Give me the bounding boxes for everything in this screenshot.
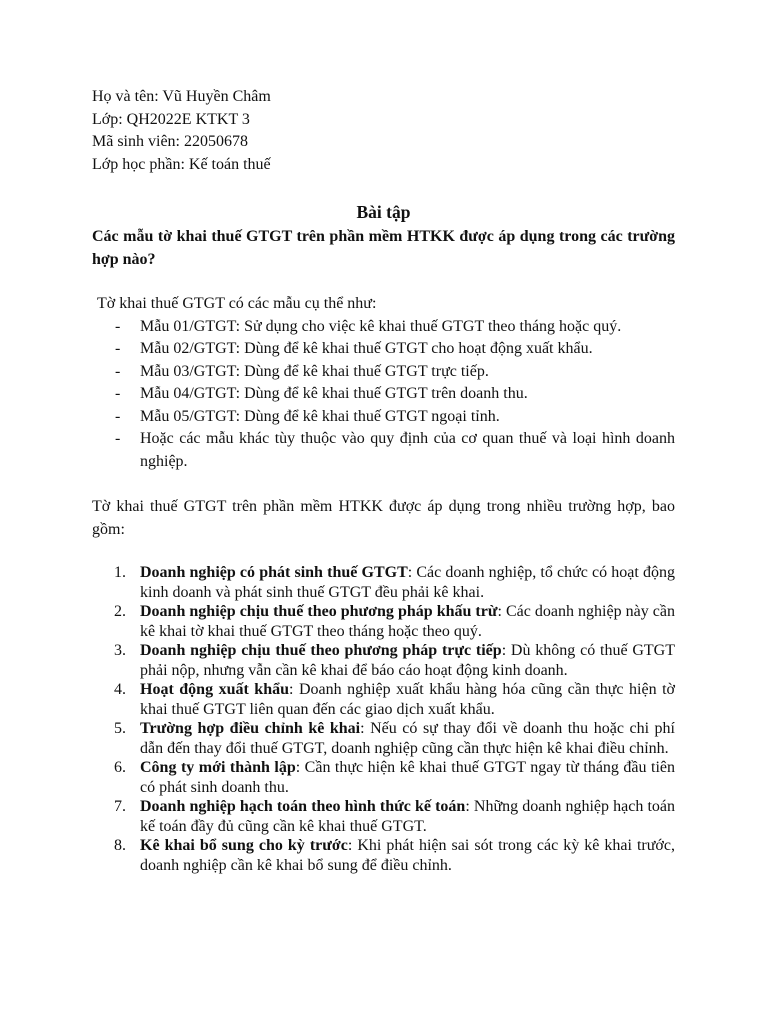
forms-intro: Tờ khai thuế GTGT có các mẫu cụ thể như: — [97, 295, 377, 312]
list-item — [92, 361, 675, 384]
list-number: 1. — [114, 564, 126, 581]
list-item — [92, 406, 675, 429]
case-text: : Các doanh nghiệp, tổ chức có hoạt động kinh doanh và phát sinh thuế GTGT đều phải kê khai. — [140, 564, 676, 601]
forms-list — [92, 316, 675, 474]
course-name: Lớp học phần: Kế toán thuế — [92, 155, 271, 173]
case-text: : Dù không có thuế GTGT phải nộp, nhưng vẫn cần kê khai để báo cáo hoạt động kinh doanh. — [140, 642, 676, 679]
list-item-text: Mẫu 02/GTGT: Dùng để kê khai thuế GTGT cho hoạt động xuất khẩu. — [140, 340, 593, 357]
list-item — [92, 641, 675, 680]
question-heading: Các mẫu tờ khai thuế GTGT trên phần mềm HTKK được áp dụng trong các trường hợp nào? — [92, 228, 675, 268]
list-item-text: Mẫu 03/GTGT: Dùng để kê khai thuế GTGT trực tiếp. — [140, 362, 489, 380]
case-text: : Cần thực hiện kê khai thuế GTGT ngay từ tháng đầu tiên có phát sinh doanh thu. — [140, 759, 675, 796]
case-text: : Khi phát hiện sai sót trong các kỳ kê khai trước, doanh nghiệp cần kê khai bổ sung để điều chỉnh. — [140, 837, 675, 874]
list-item — [92, 836, 675, 875]
list-item-text: Hoặc các mẫu khác tùy thuộc vào quy định của cơ quan thuế và loại hình doanh nghiệp. — [140, 430, 675, 470]
list-number: 4. — [114, 681, 126, 698]
list-item — [92, 338, 675, 361]
case-text: : Doanh nghiệp xuất khẩu hàng hóa cũng cần thực hiện tờ khai thuế GTGT liên quan đến các giao dịch xuất khẩu. — [140, 681, 675, 718]
list-number: 8. — [114, 837, 126, 854]
list-item — [92, 758, 675, 797]
list-item — [92, 602, 675, 641]
case-title: Công ty mới thành lập — [140, 759, 296, 776]
student-id: Mã sinh viên: 22050678 — [92, 133, 248, 150]
list-item — [92, 428, 675, 473]
list-item — [92, 316, 675, 339]
case-text: : Các doanh nghiệp này cần kê khai tờ khai thuế GTGT theo tháng hoặc theo quý. — [140, 603, 675, 640]
list-item — [92, 680, 675, 719]
list-dash: - — [115, 362, 121, 380]
document-title: Bài tập — [356, 202, 411, 222]
list-item-text: Mẫu 01/GTGT: Sử dụng cho việc kê khai thuế GTGT theo tháng hoặc quý. — [140, 317, 622, 335]
list-number: 2. — [114, 603, 126, 620]
case-text: : Những doanh nghiệp hạch toán kế toán đầy đủ cũng cần kê khai thuế GTGT. — [140, 798, 676, 835]
case-title: Doanh nghiệp có phát sinh thuế GTGT — [140, 564, 408, 581]
case-title: Doanh nghiệp chịu thuế theo phương pháp khấu trừ — [140, 603, 498, 620]
list-number: 7. — [114, 798, 126, 815]
list-item — [92, 383, 675, 406]
list-dash: - — [115, 407, 121, 425]
case-title: Doanh nghiệp hạch toán theo hình thức kế toán — [140, 798, 466, 815]
list-dash: - — [115, 317, 121, 335]
list-dash: - — [115, 385, 121, 402]
cases-list — [92, 563, 675, 875]
list-item-text: Mẫu 05/GTGT: Dùng để kê khai thuế GTGT ngoại tỉnh. — [140, 407, 500, 425]
list-item-text: Mẫu 04/GTGT: Dùng để kê khai thuế GTGT trên doanh thu. — [140, 385, 528, 402]
case-title: Trường hợp điều chỉnh kê khai — [140, 720, 361, 737]
case-title: Kê khai bổ sung cho kỳ trước — [140, 837, 348, 854]
list-dash: - — [115, 340, 121, 357]
case-text: : Nếu có sự thay đổi về doanh thu hoặc chi phí dẫn đến thay đổi thuế GTGT, doanh nghiệp cũng cần thực hiện kê khai điều chỉnh. — [140, 720, 675, 757]
cases-intro: Tờ khai thuế GTGT trên phần mềm HTKK được áp dụng trong nhiều trường hợp, bao gồm: — [92, 498, 675, 538]
case-title: Doanh nghiệp chịu thuế theo phương pháp trực tiếp — [140, 642, 502, 659]
list-dash: - — [115, 430, 121, 447]
student-class: Lớp: QH2022E KTKT 3 — [92, 110, 250, 128]
list-item — [92, 719, 675, 758]
list-number: 5. — [114, 720, 126, 737]
list-item — [92, 563, 675, 602]
document-page — [92, 86, 675, 875]
case-title: Hoạt động xuất khẩu — [140, 681, 289, 698]
list-number: 3. — [114, 642, 126, 659]
list-item — [92, 797, 675, 836]
student-name: Họ và tên: Vũ Huyền Châm — [92, 88, 271, 105]
list-number: 6. — [114, 759, 126, 776]
